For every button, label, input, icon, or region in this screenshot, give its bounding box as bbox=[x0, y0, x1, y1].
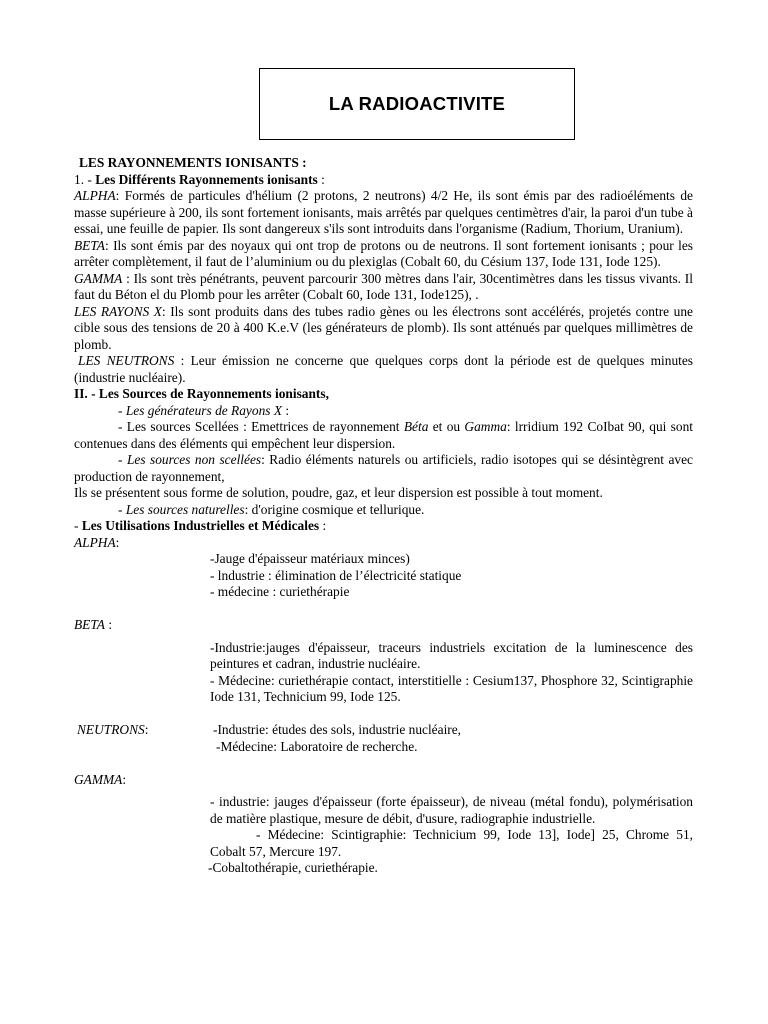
paragraph-alpha bbox=[74, 188, 693, 238]
list-item: -Jauge d'épaisseur matériaux minces) bbox=[210, 551, 410, 566]
source-non-scellees-continued: Ils se présentent sous forme de solution, poudre, gaz, et leur dispersion est possible à tout moment. bbox=[74, 485, 603, 500]
section-1-title: Les Différents Rayonnements ionisants bbox=[95, 171, 318, 187]
uses-neutrons-colon: : bbox=[144, 722, 149, 737]
gamma-label: GAMMA bbox=[74, 270, 123, 286]
section-heading-rayonnements: LES RAYONNEMENTS IONISANTS : bbox=[79, 155, 307, 170]
uses-beta-heading bbox=[74, 617, 693, 634]
section-1-heading bbox=[74, 172, 693, 189]
gamma-text: : Ils sont très pénétrants, peuvent parcourir 300 mètres dans l'air, 30centimètres dans les tissus vivants. Il faut du Béton el du Plomb pour les arrêter (Cobalt 60, Iode 131, Iode125), . bbox=[74, 270, 693, 302]
uses-gamma-list bbox=[74, 794, 693, 877]
source-naturelles bbox=[74, 502, 693, 519]
list-item: -Cobaltothérapie, curiethérapie. bbox=[208, 860, 378, 875]
uses-neutrons-heading bbox=[74, 722, 213, 755]
uses-neutrons-row bbox=[74, 722, 693, 755]
source-scellees bbox=[74, 419, 693, 452]
list-item: - médecine : curiethérapie bbox=[210, 584, 350, 599]
section-3-title: Les Utilisations Industrielles et Médicales bbox=[81, 518, 320, 533]
document-body bbox=[74, 155, 693, 877]
uses-beta-colon: : bbox=[105, 617, 113, 632]
paragraph-gamma bbox=[74, 271, 693, 304]
list-item: - Médecine: Scintigraphie: Technicium 99, Iode 13], Iode] 25, Chrome 51, Cobalt 57, Mercure 197. bbox=[210, 827, 693, 859]
neutrons-label: LES NEUTRONS bbox=[78, 353, 175, 368]
list-item: -Médecine: Laboratoire de recherche. bbox=[216, 738, 418, 754]
source-2-beta: Béta bbox=[403, 419, 429, 434]
uses-alpha-label: ALPHA bbox=[74, 534, 116, 550]
source-3-dash: - bbox=[118, 452, 127, 467]
source-1-label: Les générateurs de Rayons X bbox=[125, 402, 283, 418]
title-box bbox=[259, 68, 575, 140]
uses-gamma-colon: : bbox=[122, 771, 127, 787]
neutrons-text: : Leur émission ne concerne que quelques corps dont la période est de quelques minutes (industrie nucléaire). bbox=[74, 353, 694, 385]
uses-alpha-colon: : bbox=[115, 534, 120, 550]
uses-alpha-list bbox=[74, 551, 693, 601]
list-item: - lndustrie : élimination de l’électricité statique bbox=[210, 567, 462, 583]
section-3-dash: - bbox=[74, 518, 82, 533]
page-title: LA RADIOACTIVITE bbox=[328, 92, 506, 114]
uses-neutrons-list bbox=[213, 722, 693, 755]
source-3-label: Les sources non scellées bbox=[126, 452, 262, 467]
section-1-number: 1. - bbox=[74, 171, 96, 187]
source-3-text: : Radio éléments naturels ou artificiels, radio isotopes qui se désintègrent avec production de rayonnement, bbox=[74, 452, 693, 484]
beta-label: BETA bbox=[74, 237, 105, 253]
source-2-gamma: Gamma bbox=[464, 419, 507, 434]
source-2-text-e: : lrridium 192 CoIbat 90, qui sont contenues dans des éléments qui empêchent leur dispersion. bbox=[74, 419, 693, 451]
uses-beta-list bbox=[74, 640, 693, 706]
paragraph-rayons-x bbox=[74, 304, 693, 354]
paragraph-neutrons bbox=[74, 353, 693, 386]
source-generateurs bbox=[74, 403, 693, 420]
source-4-text: : d'origine cosmique et tellurique. bbox=[244, 501, 425, 517]
uses-gamma-heading bbox=[74, 772, 693, 789]
source-2-text-a: - Les sources Scellées : Emettrices de rayonnement bbox=[118, 419, 404, 434]
uses-neutrons-label: NEUTRONS bbox=[77, 722, 145, 737]
section-1-colon: : bbox=[317, 171, 325, 187]
paragraph-beta bbox=[74, 238, 693, 271]
list-item: - Médecine: curiethérapie contact, interstitielle : Cesium137, Phosphore 32, Scintigraphie Iode 131, Technicium 99, Iode 125. bbox=[210, 672, 693, 704]
source-non-scellees bbox=[74, 452, 693, 485]
uses-beta-label: BETA bbox=[74, 617, 105, 632]
xrays-label: LES RAYONS X bbox=[74, 303, 162, 319]
alpha-text: : Formés de particules d'hélium (2 protons, 2 neutrons) 4/2 He, ils sont émis par des radioéléments de masse supérieure à 200, ils sont fortement ionisants, mais arrêtés par quelques centimètres d'air, la paroi d'un tube à essai, une feuille de papier. Ils sont dangereux s'ils sont introduits dans l'organisme (Radium, Thorium, Uranium). bbox=[74, 188, 693, 236]
source-4-dash: - bbox=[118, 501, 126, 517]
uses-gamma-label: GAMMA bbox=[74, 771, 123, 787]
section-3-colon: : bbox=[319, 518, 327, 533]
source-4-label: Les sources naturelles bbox=[125, 501, 245, 517]
section-3-heading bbox=[74, 518, 693, 535]
list-item: - industrie: jauges d'épaisseur (forte épaisseur), de niveau (métal fondu), polymérisation de matière plastique, mesure de débit, d'usure, radiographie industrielle. bbox=[210, 794, 693, 826]
section-2-heading: II. - Les Sources de Rayonnements ionisants, bbox=[74, 386, 329, 401]
beta-text: : Ils sont émis par des noyaux qui ont trop de protons ou de neutrons. Il sont fortement ionisants ; pour les arrêter complètement, il faut de l’aluminium ou du plexiglas (Cobalt 60, du Césium 137, Iode 131, Iode 125). bbox=[74, 237, 693, 269]
uses-alpha-heading bbox=[74, 535, 693, 552]
source-1-colon: : bbox=[282, 402, 290, 418]
list-item: -Industrie:jauges d'épaisseur, traceurs industriels excitation de la luminescence des peintures et cadran, industrie nucléaire. bbox=[210, 639, 693, 671]
alpha-label: ALPHA bbox=[74, 188, 116, 203]
source-2-text-c: et ou bbox=[428, 419, 465, 434]
list-item: -Industrie: études des sols, industrie nucléaire, bbox=[213, 722, 462, 737]
xrays-text: : Ils sont produits dans des tubes radio gènes ou les électrons sont accélérés, projetés contre une cible sous des tensions de 20 à 400 K.e.V (les générateurs de plomb). Ils sont atténués par quelques millimètres de plomb. bbox=[74, 303, 693, 352]
source-1-dash: - bbox=[118, 402, 126, 418]
